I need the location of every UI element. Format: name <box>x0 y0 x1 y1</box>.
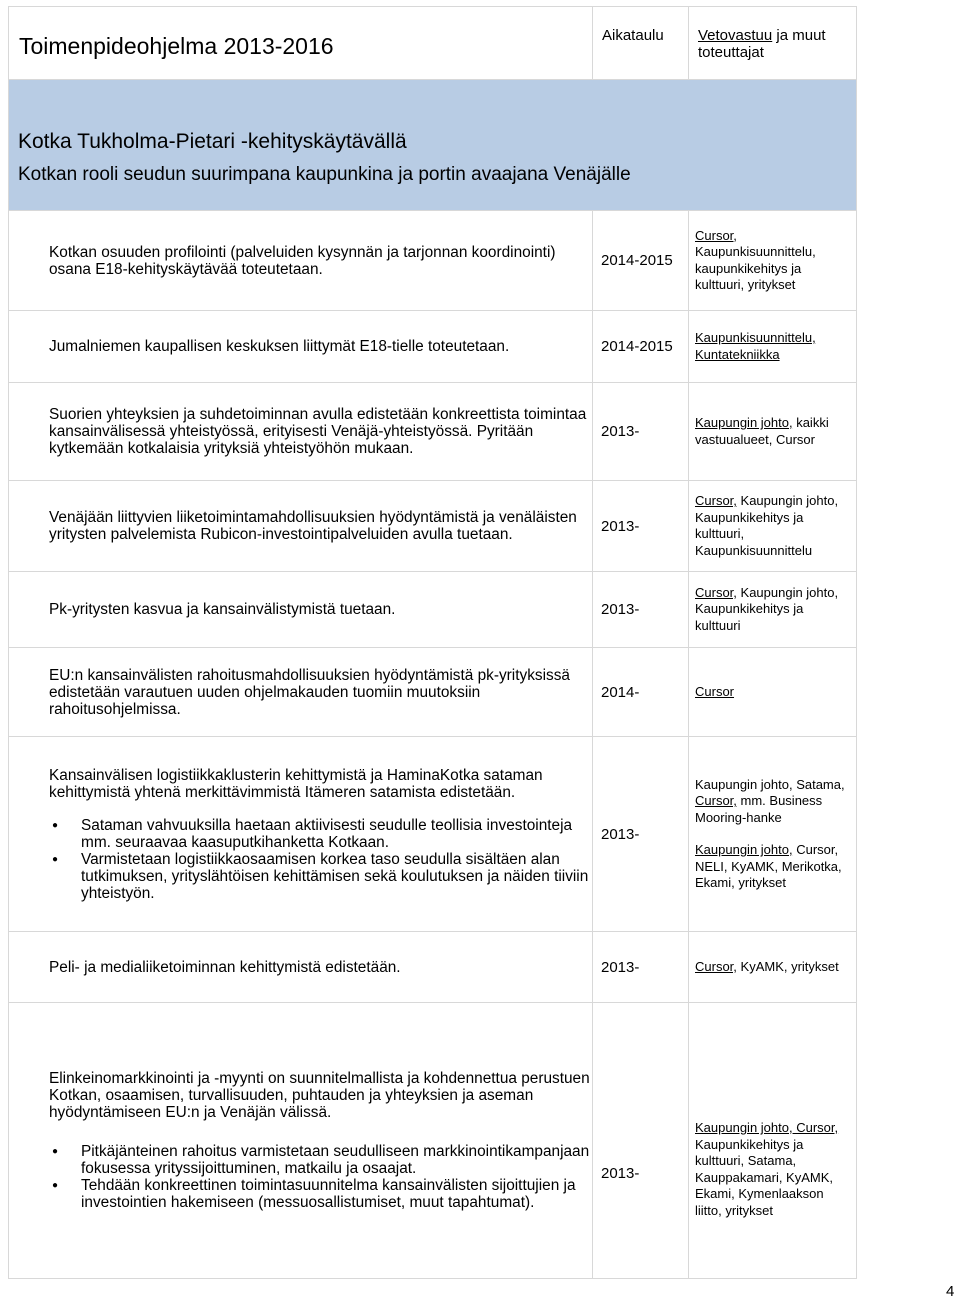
schedule-cell: 2014- <box>593 648 689 737</box>
responsibility-underlined: Cursor, <box>695 793 737 808</box>
action-text: Jumalniemen kaupallisen keskuksen liittymät E18-tielle toteutetaan. <box>9 311 593 383</box>
schedule-cell: 2013- <box>593 383 689 481</box>
action-text-with-bullets <box>9 737 593 932</box>
table-row <box>9 648 857 737</box>
responsibility-rest: kaikki vastuualueet, Cursor <box>695 415 829 447</box>
action-text: Kansainvälisen logistiikkaklusterin kehittymistä ja HaminaKotka sataman kehittymistä yhtenä merkittävimmistä Itämeren satamista edistetään. <box>49 766 543 801</box>
bullet-item: ● Pitkäjänteinen rahoitus varmistetaan seudulliseen markkinointikampanjaan fokusessa yrityssijoittuminen, matkailu ja osaajat. <box>81 1143 592 1177</box>
responsibility-underlined: Kaupungin johto, <box>695 842 793 857</box>
action-text: EU:n kansainvälisten rahoitusmahdollisuuksien hyödyntämistä pk-yrityksissä edistetään varautuen uuden ohjelmakauden tuomiin muutoksiin rahoitusohjelmissa. <box>9 648 593 737</box>
responsibility-underlined: Cursor, <box>695 493 737 508</box>
responsibility-rest: Cursor, NELI, KyAMK, Merikotka, Ekami, yritykset <box>695 842 842 890</box>
responsibility-rest: Kaupunkisuunnittelu, kaupunkikehitys ja kulttuuri, yritykset <box>695 244 816 292</box>
responsibility-rest: mm. Business Mooring-hanke <box>695 793 823 825</box>
bullet-item: ● Sataman vahvuuksilla haetaan aktiivisesti seudulle teollisia investointeja mm. seuraavaa kaasuputkihanketta Kotkaan. <box>81 817 592 851</box>
table-row <box>9 211 857 311</box>
bullet-item: ● Tehdään konkreettinen toimintasuunnitelma kansainvälisten sijoittujien ja investointien hakemiseen (messuosallistumiset, muut tapahtumat). <box>81 1177 592 1211</box>
table-row <box>9 1003 857 1279</box>
responsibility-underlined: Cursor <box>695 683 735 699</box>
responsibility-header-rest: ja muut toteuttajat <box>698 27 826 61</box>
schedule-cell: 2013- <box>593 1003 689 1279</box>
section-header <box>9 80 857 211</box>
section-subtitle: Kotkan rooli seudun suurimpana kaupunkina ja portin avaajana Venäjälle <box>18 164 631 185</box>
responsibility-underlined: Kaupunkisuunnittelu, Kuntatekniikka <box>695 330 816 362</box>
schedule-cell: 2013- <box>593 737 689 932</box>
schedule-cell: 2014-2015 <box>593 311 689 383</box>
section-row <box>9 80 857 211</box>
schedule-cell: 2013- <box>593 932 689 1003</box>
responsibility-rest: Kaupunkikehitys ja kulttuuri, Satama, Kauppakamari, KyAMK, Ekami, Kymenlaakson liitto, yritykset <box>695 1136 834 1218</box>
action-plan-table <box>8 6 857 1279</box>
schedule-cell: 2014-2015 <box>593 211 689 311</box>
action-text: Suorien yhteyksien ja suhdetoiminnan avulla edistetään konkreettista toimintaa kansainvälisessä yhteistyössä, erityisesti Venäjä-yhteistyössä. Pyritään kytkemään kotkalaisia yrityksiä yhteistyöhön mukaan. <box>9 383 593 481</box>
document-title: Toimenpideohjelma 2013-2016 <box>9 7 593 80</box>
responsibility-underlined: Cursor, <box>695 227 737 243</box>
action-text-with-bullets <box>9 1003 593 1279</box>
responsibility-underlined: Cursor, <box>695 584 737 600</box>
action-text: Venäjään liittyvien liiketoimintamahdollisuuksien hyödyntämistä ja venäläisten yritysten palvelemista Rubicon-investointipalveluiden avulla tuetaan. <box>9 481 593 572</box>
bullet-item: ● Varmistetaan logistiikkaosaamisen korkea taso seudulla sisältäen alan tutkimuksen, yrityslähtöisen kehittämisen sekä koulutuksen ja näiden tiiviin yhteistyön. <box>81 851 592 902</box>
bullet-list <box>49 817 592 902</box>
responsibility-group-a <box>695 777 852 827</box>
table-row <box>9 383 857 481</box>
responsibility-cell <box>689 1003 857 1279</box>
document-page <box>8 6 856 1279</box>
action-text: Kotkan osuuden profilointi (palveluiden kysynnän ja tarjonnan koordinointi) osana E18-kehityskäytävää toteutetaan. <box>9 211 593 311</box>
schedule-cell: 2013- <box>593 572 689 648</box>
responsibility-cell <box>689 311 857 383</box>
responsibility-text: Kaupungin johto, Satama, <box>695 776 845 792</box>
responsibility-underlined: Cursor, <box>695 958 737 974</box>
table-row <box>9 311 857 383</box>
responsibility-cell <box>689 648 857 737</box>
responsibility-header-underlined: Vetovastuu <box>698 27 773 44</box>
responsibility-rest: Kaupungin johto, Kaupunkikehitys ja kulttuuri <box>695 584 839 633</box>
responsibility-cell <box>689 383 857 481</box>
responsibility-group-b <box>695 842 852 892</box>
table-row <box>9 481 857 572</box>
table-row <box>9 572 857 648</box>
table-row <box>9 737 857 932</box>
table-row <box>9 932 857 1003</box>
bullet-list <box>49 1143 592 1211</box>
responsibility-cell <box>689 572 857 648</box>
header-row <box>9 7 857 80</box>
responsibility-rest: KyAMK, yritykset <box>736 958 839 974</box>
schedule-cell: 2013- <box>593 481 689 572</box>
page-number: 4 <box>946 1283 955 1300</box>
action-text: Peli- ja medialiiketoiminnan kehittymistä edistetään. <box>9 932 593 1003</box>
responsibility-cell <box>689 737 857 932</box>
responsibility-underlined: Kaupungin johto, Cursor, <box>695 1120 839 1135</box>
responsibility-column-header <box>689 7 857 80</box>
schedule-column-header: Aikataulu <box>593 7 689 80</box>
action-text: Elinkeinomarkkinointi ja -myynti on suunnitelmallista ja kohdennettua perustuen Kotkan, osaamisen, turvallisuuden, puhtauden ja yhteyksien ja aseman hyödyntämiseen EU:n ja Venäjän välissä. <box>49 1070 590 1121</box>
responsibility-cell <box>689 932 857 1003</box>
responsibility-cell <box>689 481 857 572</box>
responsibility-rest: Kaupungin johto, Kaupunkikehitys ja kulttuuri, Kaupunkisuunnittelu <box>695 493 839 558</box>
section-title: Kotka Tukholma-Pietari -kehityskäytävällä <box>18 130 407 153</box>
action-text: Pk-yritysten kasvua ja kansainvälistymistä tuetaan. <box>9 572 593 648</box>
responsibility-underlined: Kaupungin johto, <box>695 415 793 430</box>
responsibility-cell <box>689 211 857 311</box>
